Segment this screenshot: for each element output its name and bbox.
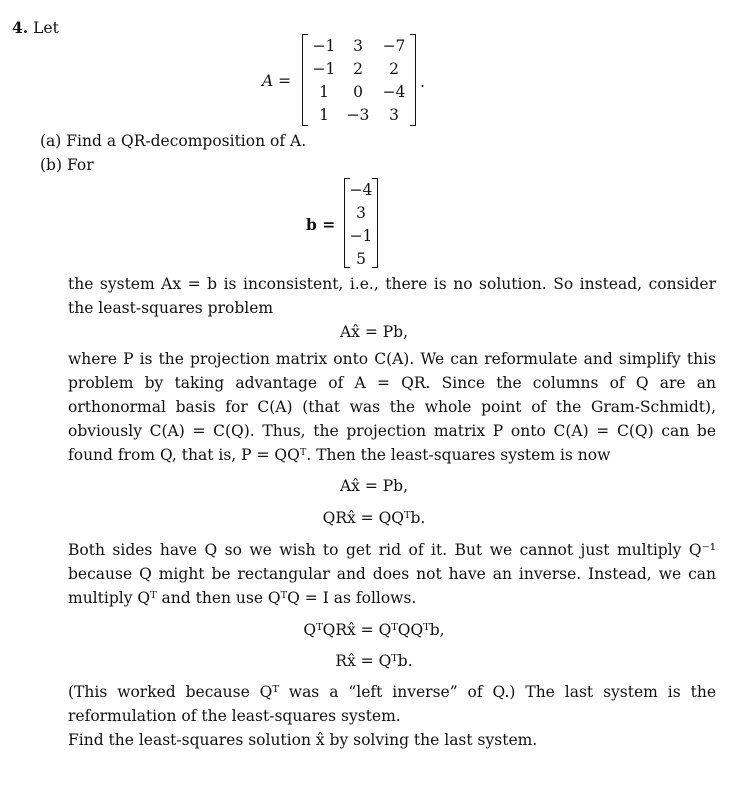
matrix-cell: 3 — [353, 37, 363, 55]
matrix-a-period: . — [420, 73, 425, 91]
equation-least-squares: Ax̂ = Pb, — [339, 323, 409, 341]
matrix-cell: 2 — [389, 60, 399, 78]
part-b-label: (b) — [40, 156, 63, 174]
equation-projection-line2: QRx̂ = QQᵀb. — [322, 509, 426, 527]
matrix-cell: −1 — [312, 37, 336, 55]
matrix-cell: −4 — [382, 83, 406, 101]
part-a-text: Find a QR-decomposition of A. — [66, 132, 307, 150]
paragraph-left-inverse: (This worked because Qᵀ was a “left inverse” of Q.) The last system is the reformulation of the least-squares system. — [68, 683, 716, 725]
vector-b-label: b = — [306, 215, 336, 234]
vector-entry: −1 — [349, 227, 373, 245]
matrix-cell: 3 — [389, 106, 399, 124]
matrix-cell: −1 — [312, 60, 336, 78]
problem-header — [12, 16, 59, 40]
part-a — [40, 129, 306, 153]
vector-entry: −4 — [349, 181, 373, 199]
vector-entry: 3 — [356, 204, 366, 222]
part-b-text: For — [66, 156, 94, 174]
problem-intro: Let — [33, 19, 59, 37]
matrix-cell: 1 — [319, 83, 329, 101]
vector-entry: 5 — [356, 250, 366, 268]
equation-reformulated-line1: QᵀQRx̂ = QᵀQQᵀb, — [303, 621, 445, 639]
matrix-a — [302, 34, 416, 126]
matrix-cell: −7 — [382, 37, 406, 55]
matrix-cell: 2 — [353, 60, 363, 78]
problem-number: 4. — [12, 18, 29, 37]
paragraph-task: Find the least-squares solution x̂ by solving the last system. — [68, 731, 538, 749]
equation-reformulated-line2: Rx̂ = Qᵀb. — [335, 652, 413, 670]
matrix-a-label: A = — [262, 72, 292, 90]
paragraph-inconsistent: the system Ax = b is inconsistent, i.e., there is no solution. So instead, consider the least-squares problem — [68, 275, 716, 317]
matrix-cell: −3 — [346, 106, 370, 124]
matrix-cell: 0 — [353, 83, 363, 101]
part-a-label: (a) — [40, 132, 62, 150]
equation-projection-line1: Ax̂ = Pb, — [339, 477, 409, 495]
part-b — [40, 153, 94, 177]
vector-b — [344, 178, 378, 268]
paragraph-multiply: Both sides have Q so we wish to get rid of it. But we cannot just multiply Q⁻¹ because Q might be rectangular and does not have an inverse. Instead, we can multiply Qᵀ and then use QᵀQ = I as follows. — [68, 541, 716, 607]
matrix-cell: 1 — [319, 106, 329, 124]
paragraph-projection: where P is the projection matrix onto C(A). We can reformulate and simplify this problem by taking advantage of A = QR. Since the columns of Q are an orthonormal basis for C(A) (that was the whole point of the Gram-Schmidt), obviously C(A) = C(Q). Thus, the projection matrix P onto C(A) = C(Q) can be found from Q, that is, P = QQᵀ. Then the least-squares system is now — [68, 350, 716, 464]
